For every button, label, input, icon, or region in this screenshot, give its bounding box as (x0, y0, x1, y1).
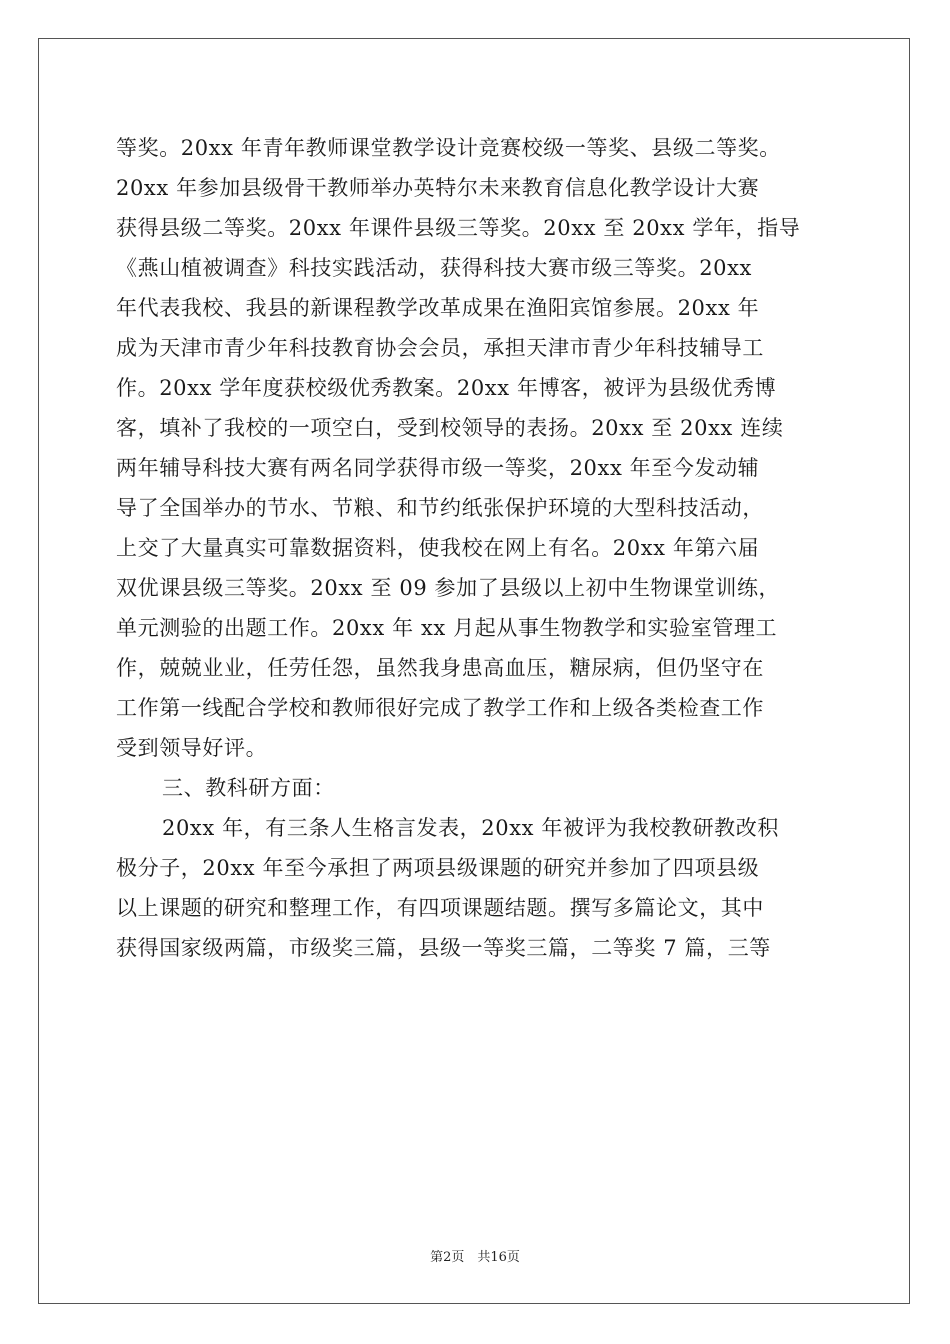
section-heading: 三、教科研方面： (162, 776, 335, 800)
text-line: 受到领导好评。 (116, 736, 268, 760)
text-line: 获得国家级两篇，市级奖三篇，县级一等奖三篇，二等奖 7 篇，三等 (116, 936, 771, 960)
text-line: 20xx 年，有三条人生格言发表，20xx 年被评为我校教研教改积 (162, 816, 779, 840)
text-line: 获得县级二等奖。20xx 年课件县级三等奖。20xx 至 20xx 学年，指导 (116, 216, 801, 240)
text-line: 作，兢兢业业，任劳任怨，虽然我身患高血压，糖尿病，但仍坚守在 (116, 656, 764, 680)
page-footer (0, 1246, 950, 1265)
text-line: 作。20xx 学年度获校级优秀教案。20xx 年博客，被评为县级优秀博 (116, 376, 777, 400)
text-line: 客，填补了我校的一项空白，受到校领导的表扬。20xx 至 20xx 连续 (116, 416, 784, 440)
text-line: 等奖。20xx 年青年教师课堂教学设计竞赛校级一等奖、县级二等奖。 (116, 136, 781, 160)
text-line: 20xx 年参加县级骨干教师举办英特尔未来教育信息化教学设计大赛 (116, 176, 760, 200)
text-line: 双优课县级三等奖。20xx 至 09 参加了县级以上初中生物课堂训练， (116, 576, 781, 600)
text-line: 导了全国举办的节水、节粮、和节约纸张保护环境的大型科技活动， (116, 496, 764, 520)
text-line: 单元测验的出题工作。20xx 年 xx 月起从事生物教学和实验室管理工 (116, 616, 778, 640)
text-line: 上交了大量真实可靠数据资料，使我校在网上有名。20xx 年第六届 (116, 536, 760, 560)
text-line: 《燕山植被调查》科技实践活动，获得科技大赛市级三等奖。20xx (116, 256, 753, 280)
text-line: 以上课题的研究和整理工作，有四项课题结题。撰写多篇论文，其中 (116, 896, 764, 920)
text-line: 年代表我校、我县的新课程教学改革成果在渔阳宾馆参展。20xx 年 (116, 296, 760, 320)
text-line: 极分子，20xx 年至今承担了两项县级课题的研究并参加了四项县级 (116, 856, 760, 880)
page-number: 第2页 共16页 (430, 1250, 520, 1265)
document-body (116, 128, 836, 968)
text-line: 工作第一线配合学校和教师很好完成了教学工作和上级各类检查工作 (116, 696, 764, 720)
text-line: 成为天津市青少年科技教育协会会员，承担天津市青少年科技辅导工 (116, 336, 764, 360)
text-line: 两年辅导科技大赛有两名同学获得市级一等奖，20xx 年至今发动辅 (116, 456, 760, 480)
